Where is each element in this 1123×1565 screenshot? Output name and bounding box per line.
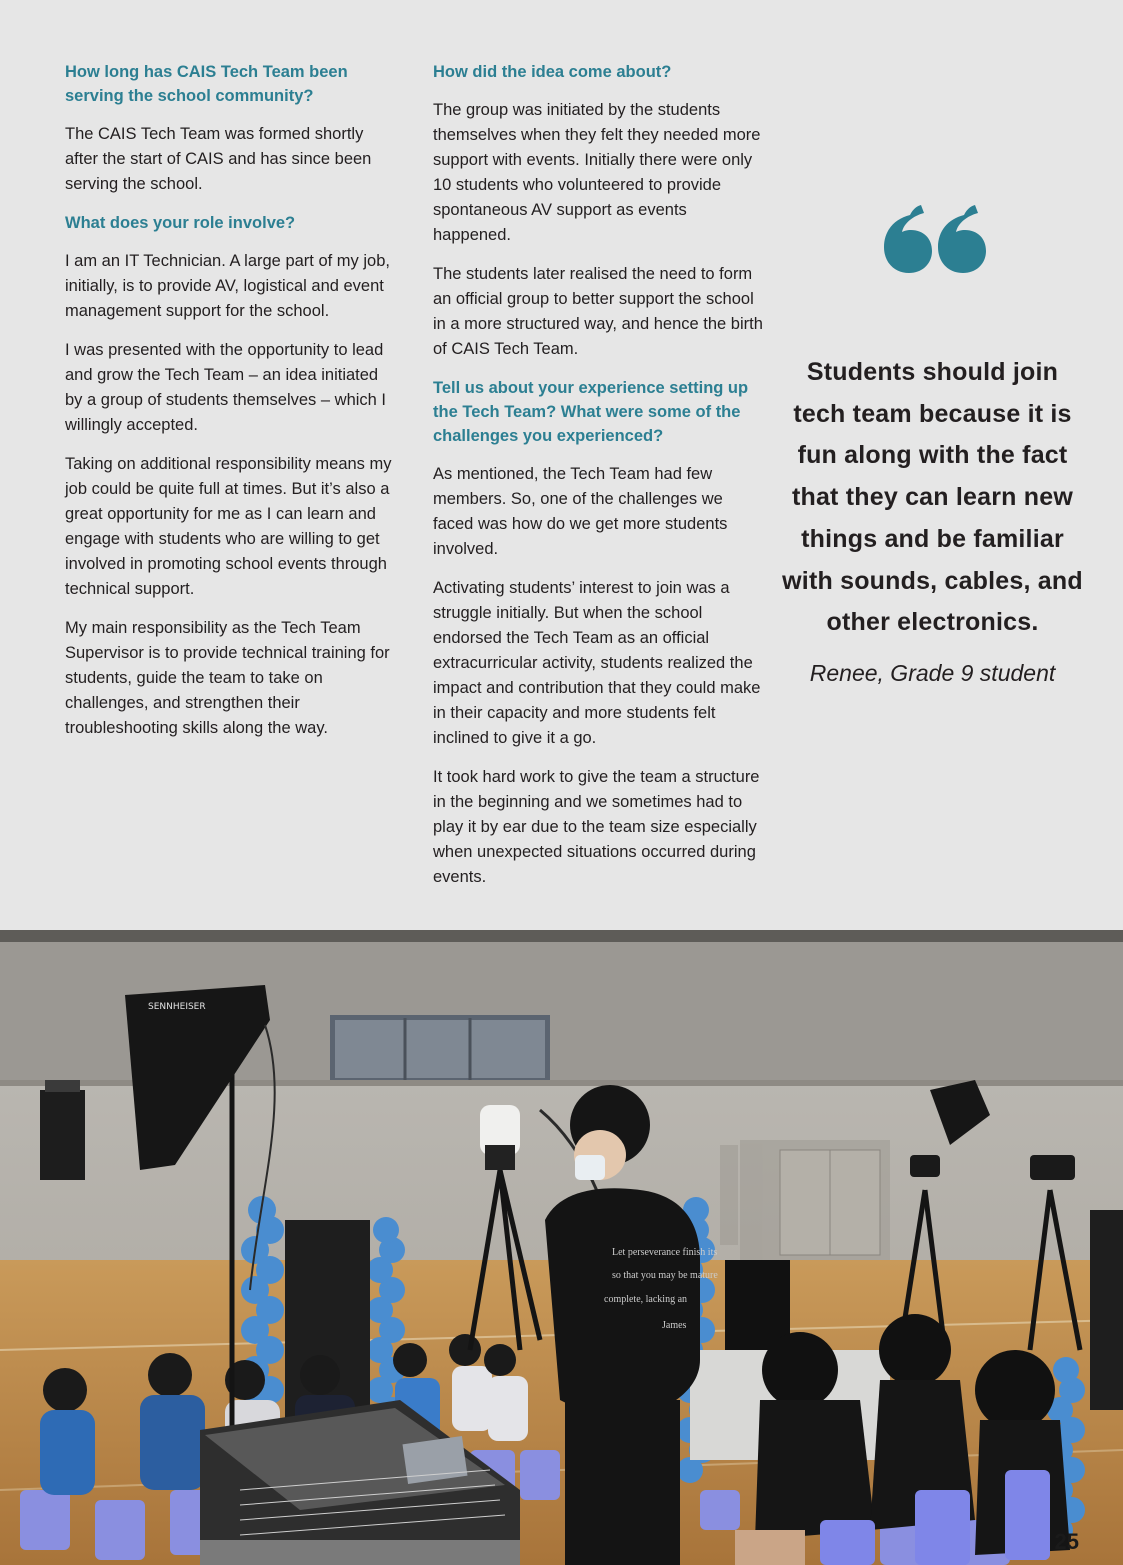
paragraph: Taking on additional responsibility means my job could be quite full at times. But it’s also a great opportunity for me as I can learn and engage with students who are willing to get involved in promoting school events through technical support. <box>65 455 392 598</box>
quote-mark-icon <box>880 185 990 285</box>
upper-windows <box>330 1015 550 1085</box>
paragraph: I am an IT Technician. A large part of my job, initially, is to provide AV, logistical and event management support for the school. <box>65 252 390 320</box>
svg-text:SENNHEISER: SENNHEISER <box>148 1002 206 1012</box>
left-column <box>65 60 395 755</box>
paragraph: The CAIS Tech Team was formed shortly after the start of CAIS and has since been serving the school. <box>65 125 372 193</box>
shirt-text: Let perseverance finish its so that you may be mature complete, lacking an James <box>604 1247 718 1331</box>
question-heading: What does your role involve? <box>65 214 296 232</box>
paragraph: The students later realised the need to form an official group to better support the school in a more structured way, and hence the birth of CAIS Tech Team. <box>433 265 763 358</box>
paragraph: I was presented with the opportunity to lead and grow the Tech Team – an idea initiated by a group of students themselves – which I willingly accepted. <box>65 341 387 434</box>
question-heading: How long has CAIS Tech Team been serving the school community? <box>65 63 348 105</box>
pull-quote: Students should join tech team because it is fun along with the fact that they can learn new things and be familiar with sounds, cables, and other electronics. <box>782 358 1083 637</box>
paragraph: The group was initiated by the students themselves when they felt they needed more support with events. Initially there were only 10 students who volunteered to provide spontaneous AV support as events happened. <box>433 101 761 244</box>
middle-column <box>433 60 763 904</box>
page-number: 25 <box>1054 1529 1079 1554</box>
question-heading: How did the idea come about? <box>433 63 672 81</box>
paragraph: It took hard work to give the team a structure in the beginning and we sometimes had to play it by ear due to the team size especially when unexpected situations occurred during events. <box>433 768 760 886</box>
quote-author: Renee, Grade 9 student <box>809 660 1056 686</box>
paragraph: Activating students’ interest to join was a struggle initially. But when the school endorsed the Tech Team as an official extracurricular activity, students realized the impact and contribution that they could make in their capacity and more students felt inclined to give it a go. <box>433 579 761 747</box>
paragraph: My main responsibility as the Tech Team Supervisor is to provide technical training for students, guide the team to take on challenges, and strengthen their troubleshooting skills along the way. <box>65 619 390 737</box>
tech-team-photo <box>0 930 1123 1565</box>
paragraph: As mentioned, the Tech Team had few members. So, one of the challenges we faced was how do we get more students involved. <box>433 465 728 558</box>
question-heading: Tell us about your experience setting up the Tech Team? What were some of the challenges you experienced? <box>433 379 749 445</box>
